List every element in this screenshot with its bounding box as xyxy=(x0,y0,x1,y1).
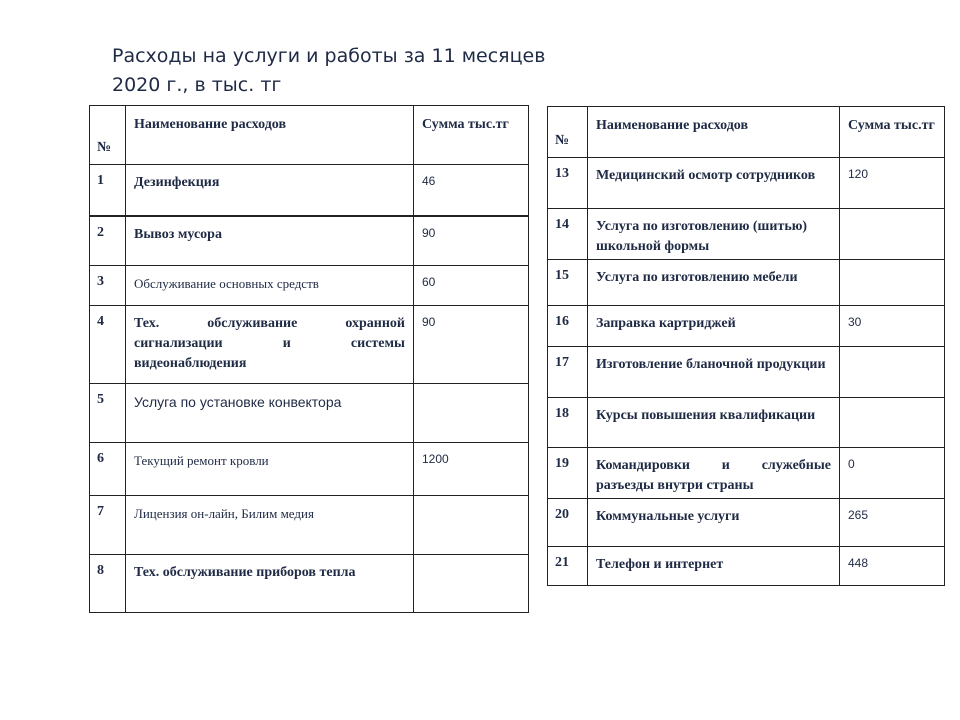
row-no: 15 xyxy=(548,260,588,306)
row-no: 19 xyxy=(548,448,588,499)
row-no: 8 xyxy=(90,555,126,613)
table-row xyxy=(548,209,945,260)
row-name: Заправка картриджей xyxy=(588,306,840,347)
row-sum xyxy=(840,260,945,306)
row-sum: 30 xyxy=(840,306,945,347)
table-header-row xyxy=(548,107,945,158)
table-row xyxy=(548,547,945,586)
row-name: Услуга по изготовлению мебели xyxy=(588,260,840,306)
table-row xyxy=(90,384,529,443)
header-sum: Сумма тыс.тг xyxy=(840,107,945,158)
row-sum: 90 xyxy=(414,216,529,266)
expenses-table-left xyxy=(89,105,529,613)
row-no: 21 xyxy=(548,547,588,586)
table-row xyxy=(548,158,945,209)
table-row xyxy=(90,496,529,555)
table-row xyxy=(90,165,529,216)
row-name: Коммунальные услуги xyxy=(588,499,840,547)
row-sum: 46 xyxy=(414,165,529,216)
row-no: 5 xyxy=(90,384,126,443)
document-title xyxy=(112,42,572,100)
row-sum xyxy=(414,555,529,613)
table-row xyxy=(90,266,529,306)
row-name: Командировки и служебные разъезды внутри страны xyxy=(588,448,840,499)
table-header-row xyxy=(90,106,529,165)
table-row xyxy=(548,448,945,499)
table-row xyxy=(90,443,529,496)
header-sum: Сумма тыс.тг xyxy=(414,106,529,165)
row-no: 4 xyxy=(90,306,126,384)
row-no: 7 xyxy=(90,496,126,555)
row-name: Тех. обслуживание приборов тепла xyxy=(126,555,414,613)
row-sum: 90 xyxy=(414,306,529,384)
row-name: Изготовление бланочной продукции xyxy=(588,347,840,398)
table-row xyxy=(548,347,945,398)
row-name: Текущий ремонт кровли xyxy=(126,443,414,496)
row-sum: 120 xyxy=(840,158,945,209)
title-line-1: Расходы на услуги и работы за 11 месяцев xyxy=(112,45,546,67)
row-sum xyxy=(414,384,529,443)
row-name: Телефон и интернет xyxy=(588,547,840,586)
table-row xyxy=(548,306,945,347)
row-no: 1 xyxy=(90,165,126,216)
row-sum: 0 xyxy=(840,448,945,499)
header-no: № xyxy=(548,107,588,158)
table-row xyxy=(90,216,529,266)
row-no: 16 xyxy=(548,306,588,347)
header-name: Наименование расходов xyxy=(126,106,414,165)
row-sum xyxy=(840,347,945,398)
row-name: Лицензия он-лайн, Билим медия xyxy=(126,496,414,555)
row-no: 18 xyxy=(548,398,588,448)
row-name: Услуга по установке конвектора xyxy=(126,384,414,443)
row-sum: 60 xyxy=(414,266,529,306)
table-row xyxy=(548,499,945,547)
table-row xyxy=(90,306,529,384)
row-no: 17 xyxy=(548,347,588,398)
row-sum: 265 xyxy=(840,499,945,547)
row-sum xyxy=(840,398,945,448)
row-name: Тех. обслуживание охранной сигнализации и системы видеонаблюдения xyxy=(126,306,414,384)
row-sum xyxy=(414,496,529,555)
table-row xyxy=(90,555,529,613)
row-no: 2 xyxy=(90,216,126,266)
row-no: 13 xyxy=(548,158,588,209)
row-name: Услуга по изготовлению (шитью) школьной формы xyxy=(588,209,840,260)
header-no: № xyxy=(90,106,126,165)
row-name: Обслуживание основных средств xyxy=(126,266,414,306)
row-name: Дезинфекция xyxy=(126,165,414,216)
row-no: 6 xyxy=(90,443,126,496)
row-name: Медицинский осмотр сотрудников xyxy=(588,158,840,209)
row-no: 14 xyxy=(548,209,588,260)
row-sum xyxy=(840,209,945,260)
table-row xyxy=(548,398,945,448)
table-row xyxy=(548,260,945,306)
header-name: Наименование расходов xyxy=(588,107,840,158)
row-sum: 1200 xyxy=(414,443,529,496)
row-no: 20 xyxy=(548,499,588,547)
row-name: Курсы повышения квалификации xyxy=(588,398,840,448)
row-no: 3 xyxy=(90,266,126,306)
expenses-table-right xyxy=(547,106,945,586)
row-sum: 448 xyxy=(840,547,945,586)
row-name: Вывоз мусора xyxy=(126,216,414,266)
title-line-2: 2020 г., в тыс. тг xyxy=(112,74,282,96)
